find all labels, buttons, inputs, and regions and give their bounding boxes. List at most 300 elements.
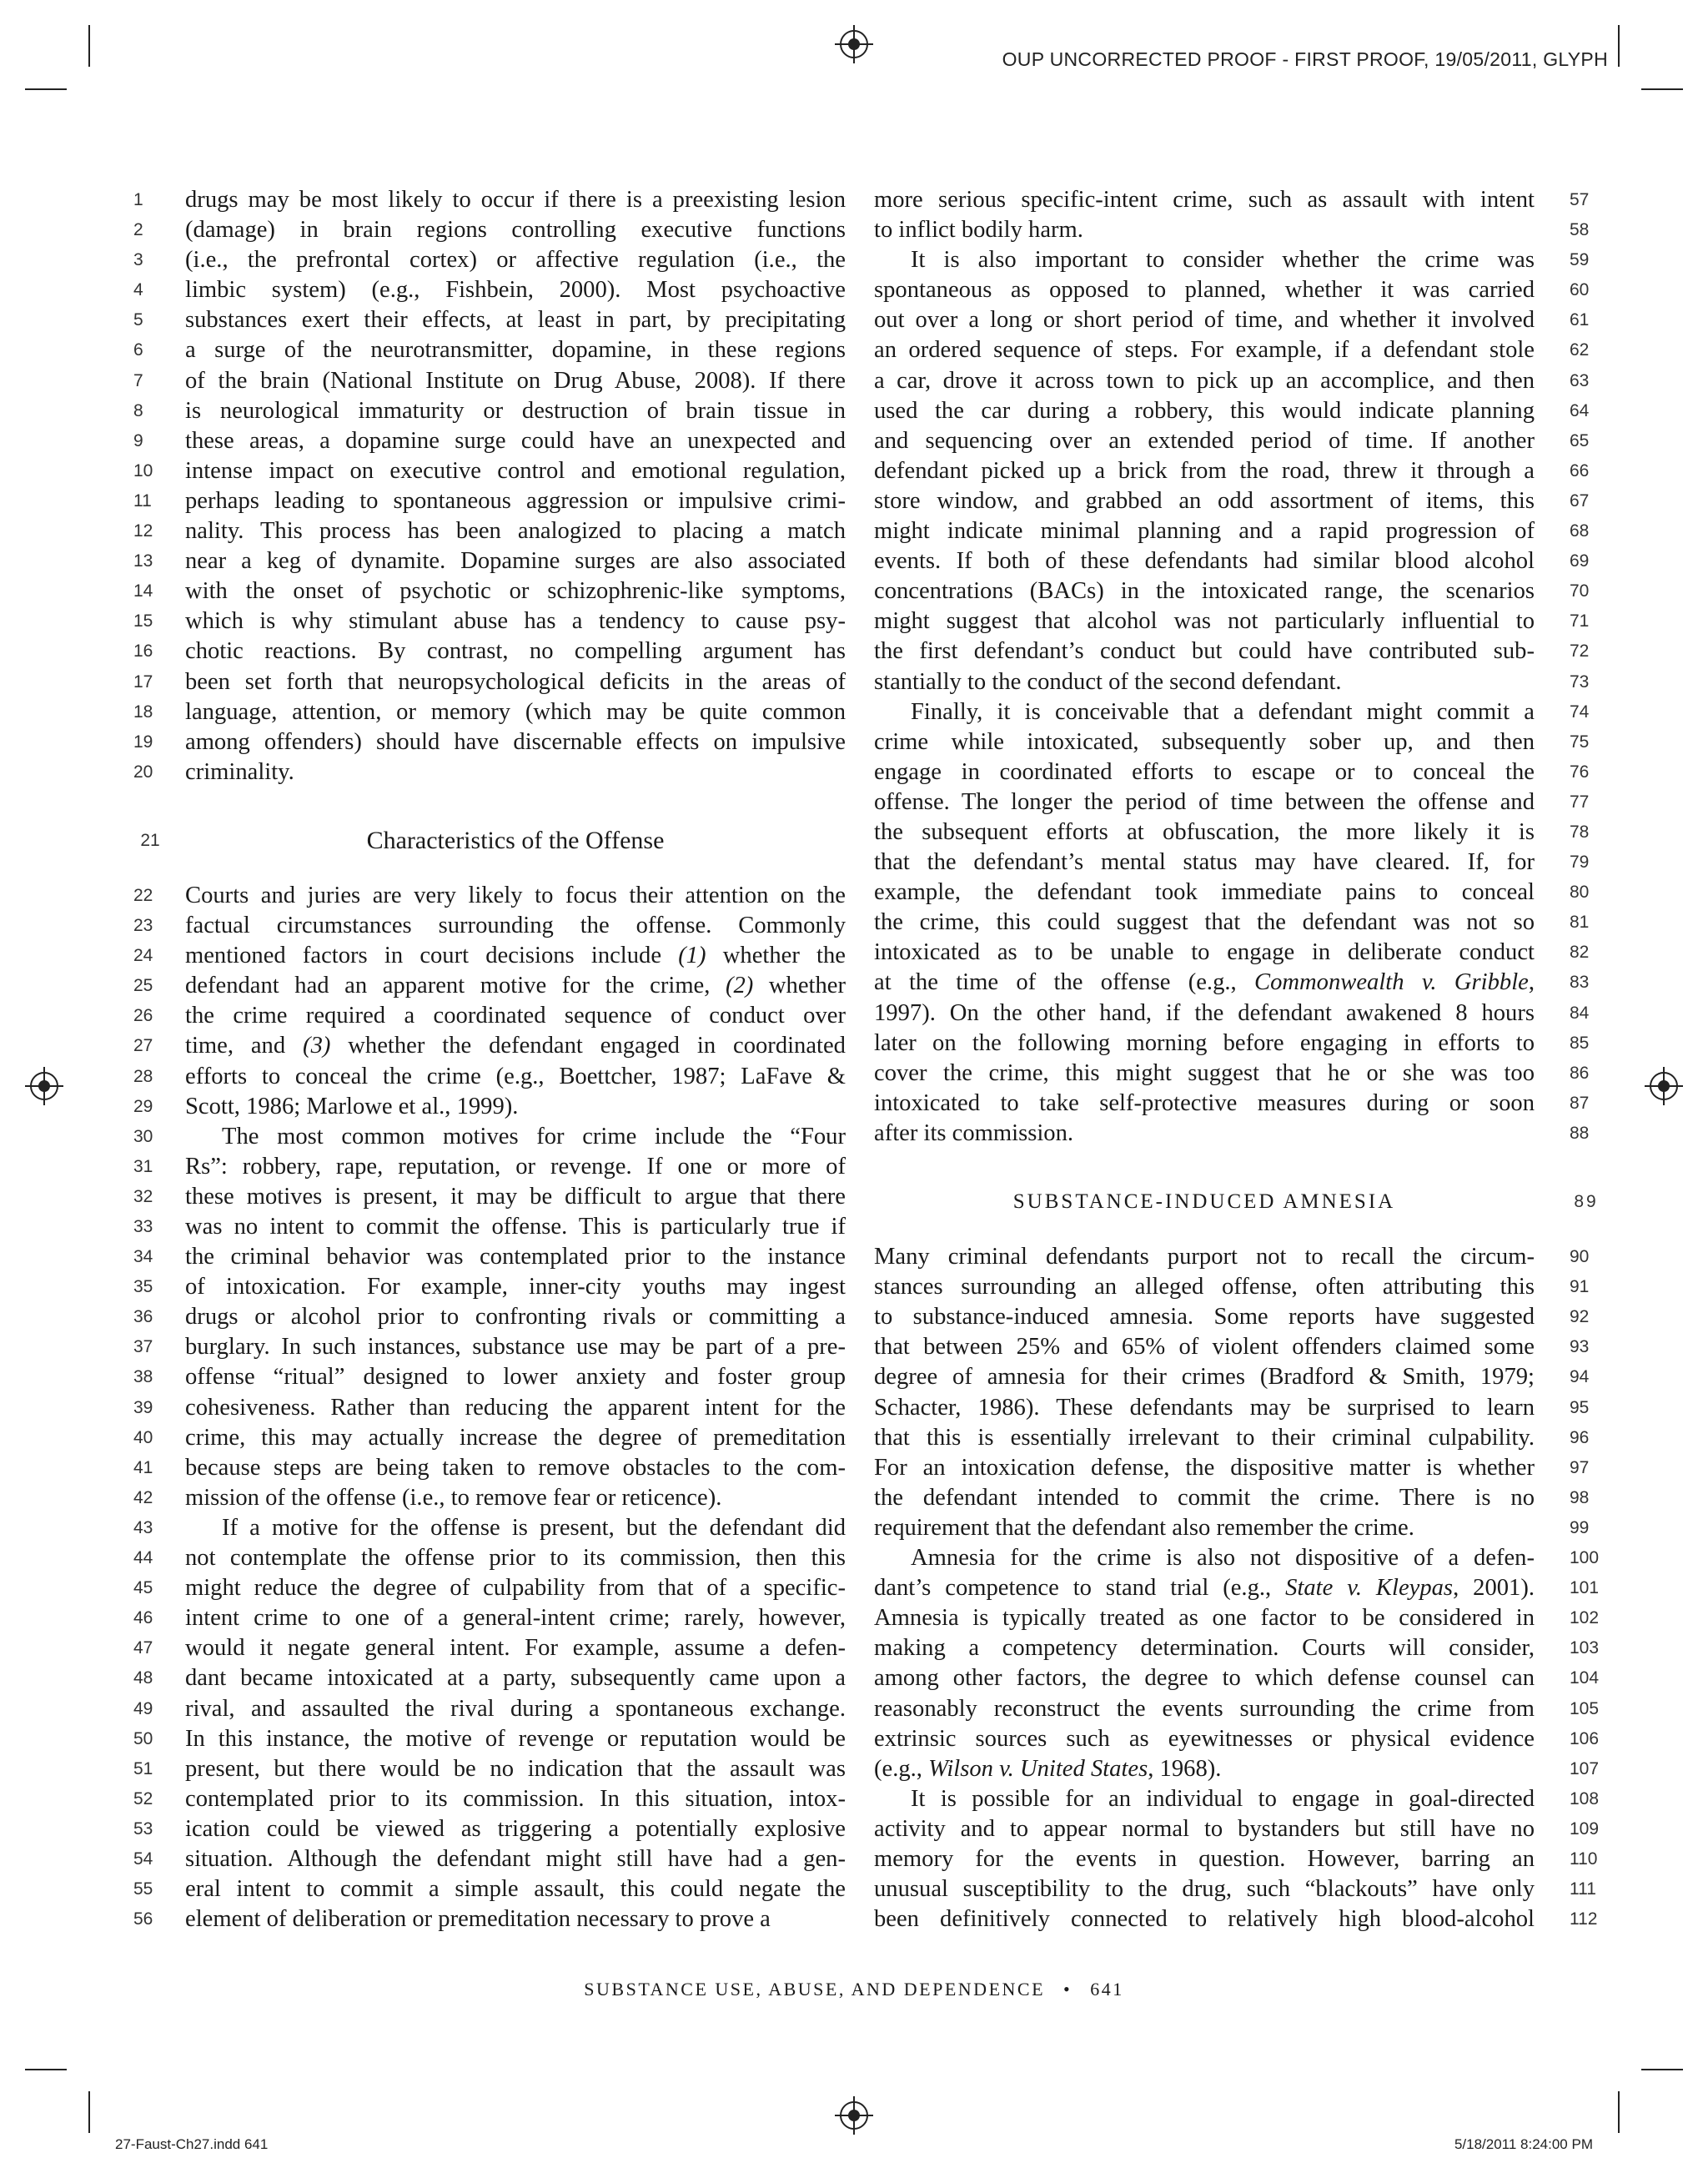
line-number: 31 [133,1156,153,1176]
text-line [133,486,846,516]
line-text: crime, this may actually increase the degree of premeditation [185,1424,846,1451]
section-heading [874,1187,1599,1217]
text-line [133,1904,846,1934]
line-text: Amnesia for the crime is also not dispositive of a defen- [911,1545,1535,1572]
text-line [133,516,846,546]
line-text: with the onset of psychotic or schizophrenic-like symptoms, [185,578,846,605]
line-text: not contemplate the offense prior to its commission, then this [185,1545,846,1572]
line-number: 102 [1570,1608,1600,1628]
text-line [874,335,1590,365]
line-number: 40 [133,1427,153,1447]
line-number: 32 [133,1186,153,1206]
line-text: SUBSTANCE-INDUCED AMNESIA [1012,1190,1396,1213]
line-text: factual circumstances surrounding the offense. Commonly [185,913,846,939]
line-text: making a competency determination. Courts will consider, [874,1635,1535,1662]
line-number: 3 [133,250,143,270]
text-line [874,999,1590,1029]
text-line [874,1029,1590,1059]
line-text: used the car during a robbery, this would indicate planning [874,397,1535,424]
line-text: intoxicated as to be unable to engage in deliberate conduct [874,939,1535,966]
text-line [874,1543,1600,1573]
line-number: 99 [1570,1517,1590,1537]
line-number: 106 [1570,1728,1600,1748]
left-column [133,185,846,1934]
line-text: a car, drove it across town to pick up an accomplice, and then [874,367,1535,394]
line-number: 78 [1570,822,1590,842]
line-number: 21 [140,830,160,850]
text-line [874,1603,1600,1633]
text-line [874,1453,1590,1483]
line-text: unusual susceptibility to the drug, such “blackouts” have only [874,1876,1535,1903]
line-text: is neurological immaturity or destruction of brain tissue in [185,397,846,424]
line-text: If a motive for the offense is present, but the defendant did [222,1514,846,1541]
line-number: 27 [133,1036,153,1056]
line-text: mentioned factors in court decisions include (1) whether the [185,943,846,969]
line-text: defendant had an apparent motive for the crime, (2) whether [185,973,846,999]
line-text: The most common motives for crime include the “Four [222,1123,846,1149]
line-number: 4 [133,280,143,300]
line-number: 55 [133,1879,153,1899]
text-line [133,1784,846,1814]
line-number: 44 [133,1548,153,1568]
line-text: after its commission. [874,1119,1074,1146]
text-line [874,667,1590,697]
line-text: events. If both of these defendants had similar blood alcohol [874,548,1535,575]
line-number: 74 [1570,702,1590,722]
line-number: 45 [133,1578,153,1598]
text-line [874,1724,1600,1754]
line-number: 70 [1570,581,1590,601]
line-number: 108 [1570,1788,1600,1808]
text-line [874,1513,1590,1543]
text-line [133,1543,846,1573]
line-number: 58 [1570,220,1590,240]
text-line [133,1724,846,1754]
line-text: that between 25% and 65% of violent offenders claimed some [874,1334,1535,1361]
line-number: 67 [1570,490,1590,511]
text-line [874,1362,1590,1392]
line-text: more serious specific-intent crime, such as assault with intent [874,187,1535,213]
line-text: among other factors, the degree to which defense counsel can [874,1665,1535,1692]
line-text: example, the defendant took immediate pains to conceal [874,879,1535,906]
line-text: the crime required a coordinated sequence of conduct over [185,1003,846,1029]
text-line [133,1483,846,1513]
text-line [133,1573,846,1603]
text-line [133,245,846,275]
line-text: concentrations (BACs) in the intoxicated range, the scenarios [874,578,1535,605]
text-line [874,546,1590,576]
right-column [874,185,1600,1934]
line-number: 53 [133,1818,153,1839]
line-text: efforts to conceal the crime (e.g., Boettcher, 1987; LaFave & [185,1063,846,1089]
line-text: (damage) in brain regions controlling executive functions [185,217,846,244]
line-number: 98 [1570,1487,1590,1507]
line-number: 68 [1570,521,1590,541]
line-text: requirement that the defendant also remember the crime. [874,1514,1414,1541]
line-number: 85 [1570,1033,1590,1053]
line-number: 112 [1570,1909,1598,1929]
line-number: 59 [1570,250,1590,270]
text-line [874,787,1590,817]
line-number: 105 [1570,1698,1600,1718]
text-line [874,1573,1600,1603]
running-footer [0,1979,1708,2000]
text-line [874,1904,1598,1934]
line-number: 18 [133,702,153,722]
text-line [133,911,846,941]
line-text: crime while intoxicated, subsequently sober up, and then [874,728,1535,755]
text-line [874,1332,1590,1362]
line-text: ication could be viewed as triggering a potentially explosive [185,1815,846,1842]
line-number: 86 [1570,1063,1590,1083]
line-number: 65 [1570,430,1590,450]
line-number: 100 [1570,1548,1600,1568]
line-text: intense impact on executive control and emotional regulation, [185,457,846,484]
text-line [133,1152,846,1182]
line-text: the crime, this could suggest that the defendant was not so [874,909,1535,936]
text-line [874,1784,1600,1814]
line-number: 10 [133,460,153,480]
line-number: 33 [133,1217,153,1236]
line-text: For an intoxication defense, the dispositive matter is whether [874,1454,1535,1481]
line-text: intent crime to one of a general-intent crime; rarely, however, [185,1605,846,1632]
text-line [133,456,846,486]
line-text: criminality. [185,758,294,785]
text-line [133,606,846,636]
text-line [874,908,1590,938]
text-line [874,1242,1590,1272]
line-number: 50 [133,1728,153,1748]
line-number: 47 [133,1638,153,1658]
line-number: 22 [133,885,153,905]
text-line [133,275,846,305]
text-line [874,1694,1600,1724]
line-number: 92 [1570,1307,1590,1327]
line-number: 38 [133,1367,153,1387]
line-number: 62 [1570,340,1590,360]
line-number: 29 [133,1096,153,1116]
line-text: been set forth that neuropsychological deficits in the areas of [185,668,846,695]
bullet-separator: • [1063,1979,1073,2000]
text-line [133,1212,846,1242]
line-number: 82 [1570,943,1590,963]
text-line [874,1483,1590,1513]
line-number: 48 [133,1668,153,1688]
text-line [133,1453,846,1483]
line-number: 91 [1570,1277,1590,1297]
text-line [874,878,1590,908]
line-text: chotic reactions. By contrast, no compelling argument has [185,638,846,665]
text-line [874,426,1590,456]
line-number: 19 [133,732,153,752]
text-line [133,1182,846,1212]
line-text: dant became intoxicated at a party, subsequently came upon a [185,1665,846,1692]
text-line [133,1302,846,1332]
text-line [874,968,1590,998]
crop-mark [1641,88,1683,90]
line-text: might indicate minimal planning and a rapid progression of [874,518,1535,545]
line-text: contemplated prior to its commission. In this situation, intox- [185,1785,846,1812]
text-line [133,697,846,727]
text-line [133,1663,846,1693]
line-number: 107 [1570,1758,1600,1778]
text-line [133,1814,846,1844]
line-number: 84 [1570,1003,1590,1023]
line-number: 72 [1570,641,1590,661]
line-text: of intoxication. For example, inner-city youths may ingest [185,1274,846,1300]
line-number: 88 [1570,1123,1590,1143]
line-number: 39 [133,1397,153,1417]
line-text: the criminal behavior was contemplated prior to the instance [185,1244,846,1270]
text-line [133,1393,846,1423]
line-number: 12 [133,521,153,541]
line-text: later on the following morning before engaging in efforts to [874,1029,1535,1056]
line-text: and sequencing over an extended period of time. If another [874,427,1535,454]
line-number: 42 [133,1487,153,1507]
text-line [874,848,1590,878]
text-line [133,1423,846,1453]
line-text: memory for the events in question. However, barring an [874,1845,1535,1872]
running-title: SUBSTANCE USE, ABUSE, AND DEPENDENCE [584,1979,1046,2000]
text-line [133,667,846,697]
text-line [133,636,846,667]
slug-timestamp: 5/18/2011 8:24:00 PM [1454,2136,1593,2152]
line-text: Amnesia is typically treated as one factor to be considered in [874,1605,1535,1632]
crop-mark [88,2091,90,2133]
line-text: Finally, it is conceivable that a defendant might commit a [911,698,1535,725]
line-text: cohesiveness. Rather than reducing the apparent intent for the [185,1394,846,1421]
line-text: (i.e., the prefrontal cortex) or affective regulation (i.e., the [185,247,846,274]
line-text: Courts and juries are very likely to focus their attention on the [185,882,846,908]
line-text: out over a long or short period of time, and whether it involved [874,307,1535,334]
text-line [874,1393,1590,1423]
line-number: 75 [1570,732,1590,752]
registration-mark-icon [840,30,868,58]
text-line [133,215,846,245]
text-line [874,185,1590,215]
line-number: 34 [133,1247,153,1267]
text-line [874,396,1590,426]
line-number: 17 [133,672,153,692]
text-line [133,881,846,911]
text-line [874,1633,1600,1663]
line-number: 76 [1570,762,1590,782]
page-number: 641 [1090,1979,1124,2000]
text-line [133,971,846,1001]
line-text: would it negate general intent. For example, assume a defen- [185,1635,846,1662]
text-line [874,1814,1600,1844]
text-line [874,817,1590,848]
line-text: among offenders) should have discernable effects on impulsive [185,728,846,755]
line-text: to inflict bodily harm. [874,217,1083,244]
line-text: these motives is present, it may be difficult to argue that there [185,1183,846,1210]
line-number: 26 [133,1006,153,1026]
line-number: 83 [1570,973,1590,993]
line-number: 103 [1570,1638,1600,1658]
text-line [874,636,1590,667]
line-text: defendant picked up a brick from the road, threw it through a [874,457,1535,484]
line-text: Many criminal defendants purport not to recall the circum- [874,1244,1535,1270]
proof-header: OUP UNCORRECTED PROOF - FIRST PROOF, 19/05/2011, GLYPH [1002,48,1608,70]
text-line [874,275,1590,305]
text-line [133,757,846,787]
text-line [133,1062,846,1092]
line-text: Scott, 1986; Marlowe et al., 1999). [185,1093,519,1119]
text-line [874,1119,1590,1149]
text-line [874,1663,1600,1693]
line-text: language, attention, or memory (which may be quite common [185,698,846,725]
text-line [874,1272,1590,1302]
line-text: present, but there would be no indication that the assault was [185,1755,846,1782]
text-line [133,335,846,365]
line-text: because steps are being taken to remove obstacles to the com- [185,1454,846,1481]
spacer [185,787,846,826]
crop-mark [1618,2091,1620,2133]
line-number: 13 [133,551,153,571]
text-line [133,727,846,757]
text-line [133,1332,846,1362]
line-number: 51 [133,1758,153,1778]
line-number: 73 [1570,672,1590,692]
text-line [874,1754,1600,1784]
spacer [874,1149,1535,1187]
text-line [874,516,1590,546]
text-line [133,1694,846,1724]
line-text: extrinsic sources such as eyewitnesses or physical evidence [874,1725,1535,1752]
text-line [133,1362,846,1392]
text-line [133,1001,846,1031]
line-number: 111 [1570,1879,1596,1899]
text-line [874,366,1590,396]
line-text: to substance-induced amnesia. Some reports have suggested [874,1304,1535,1331]
text-line [133,1844,846,1874]
line-number: 25 [133,976,153,996]
text-line [133,1092,846,1122]
line-text: limbic system) (e.g., Fishbein, 2000). Most psychoactive [185,277,846,304]
text-line [133,1874,846,1904]
text-line [133,305,846,335]
line-number: 54 [133,1849,153,1869]
line-number: 24 [133,946,153,966]
line-text: a surge of the neurotransmitter, dopamine, in these regions [185,337,846,364]
line-number: 97 [1570,1457,1590,1477]
line-number: 87 [1570,1093,1590,1113]
line-text: the subsequent efforts at obfuscation, the more likely it is [874,818,1535,845]
text-line [133,576,846,606]
text-line [133,1754,846,1784]
line-number: 15 [133,611,153,631]
line-number: 89 [1574,1192,1599,1211]
text-line [874,576,1590,606]
text-line [874,215,1590,245]
line-number: 8 [133,400,143,420]
line-number: 93 [1570,1337,1590,1357]
line-text: an ordered sequence of steps. For example, if a defendant stole [874,337,1535,364]
text-line [874,456,1590,486]
line-number: 101 [1570,1578,1600,1598]
line-text: might reduce the degree of culpability from that of a specific- [185,1575,846,1602]
line-text: the defendant intended to commit the crime. There is no [874,1484,1535,1511]
line-text: stantially to the conduct of the second defendant. [874,668,1342,695]
line-number: 66 [1570,460,1590,480]
line-number: 63 [1570,370,1590,390]
crop-mark [25,2069,67,2070]
line-text: offense. The longer the period of time between the offense and [874,788,1535,815]
line-text: the first defendant’s conduct but could have contributed sub- [874,638,1535,665]
line-text: In this instance, the motive of revenge or reputation would be [185,1725,846,1752]
text-line [133,1633,846,1663]
line-number: 37 [133,1337,153,1357]
text-line [133,546,846,576]
text-line [874,1423,1590,1453]
line-text: element of deliberation or premeditation necessary to prove a [185,1906,771,1933]
spacer [185,856,846,881]
line-number: 14 [133,581,153,601]
crop-mark [1618,25,1620,67]
line-text: Schacter, 1986). These defendants may be surprised to learn [874,1394,1535,1421]
text-line [874,245,1590,275]
line-number: 5 [133,310,143,330]
line-text: intoxicated to take self-protective measures during or soon [874,1089,1535,1116]
line-number: 2 [133,220,143,240]
line-number: 81 [1570,913,1590,933]
text-line [874,1059,1590,1089]
line-number: 64 [1570,400,1590,420]
line-text: eral intent to commit a simple assault, this could negate the [185,1876,846,1903]
line-text: was no intent to commit the offense. This is particularly true if [185,1214,846,1240]
line-text: mission of the offense (i.e., to remove fear or reticence). [185,1484,722,1511]
text-line [133,426,846,456]
text-line [133,185,846,215]
line-text: engage in coordinated efforts to escape or to conceal the [874,758,1535,785]
line-number: 60 [1570,280,1590,300]
line-number: 52 [133,1788,153,1808]
line-number: 30 [133,1126,153,1146]
line-text: these areas, a dopamine surge could have an unexpected and [185,427,846,454]
line-number: 80 [1570,883,1590,903]
section-heading [140,826,846,856]
crop-mark [25,88,67,90]
text-line [874,697,1590,727]
text-line [874,1089,1590,1119]
line-number: 20 [133,762,153,782]
text-line [874,305,1590,335]
line-text: situation. Although the defendant might still have had a gen- [185,1845,846,1872]
line-number: 16 [133,641,153,661]
line-text: nality. This process has been analogized to placing a match [185,518,846,545]
line-text: substances exert their effects, at least in part, by precipitating [185,307,846,334]
text-line [874,757,1590,787]
line-number: 23 [133,916,153,936]
line-number: 28 [133,1066,153,1086]
line-text: reasonably reconstruct the events surrounding the crime from [874,1695,1535,1722]
line-text: at the time of the offense (e.g., Commonwealth v. Gribble, [874,969,1535,996]
line-text: rival, and assaulted the rival during a spontaneous exchange. [185,1695,846,1722]
line-text: perhaps leading to spontaneous aggression or impulsive crimi- [185,487,846,514]
line-number: 56 [133,1909,153,1929]
line-text: near a keg of dynamite. Dopamine surges are also associated [185,548,846,575]
crop-mark [88,25,90,67]
line-number: 90 [1570,1247,1590,1267]
line-number: 95 [1570,1397,1590,1417]
text-line [133,1603,846,1633]
text-line [133,1122,846,1152]
text-line [874,727,1590,757]
line-number: 110 [1570,1849,1598,1869]
text-line [874,606,1590,636]
line-number: 71 [1570,611,1590,631]
registration-mark-icon [1650,1072,1678,1100]
